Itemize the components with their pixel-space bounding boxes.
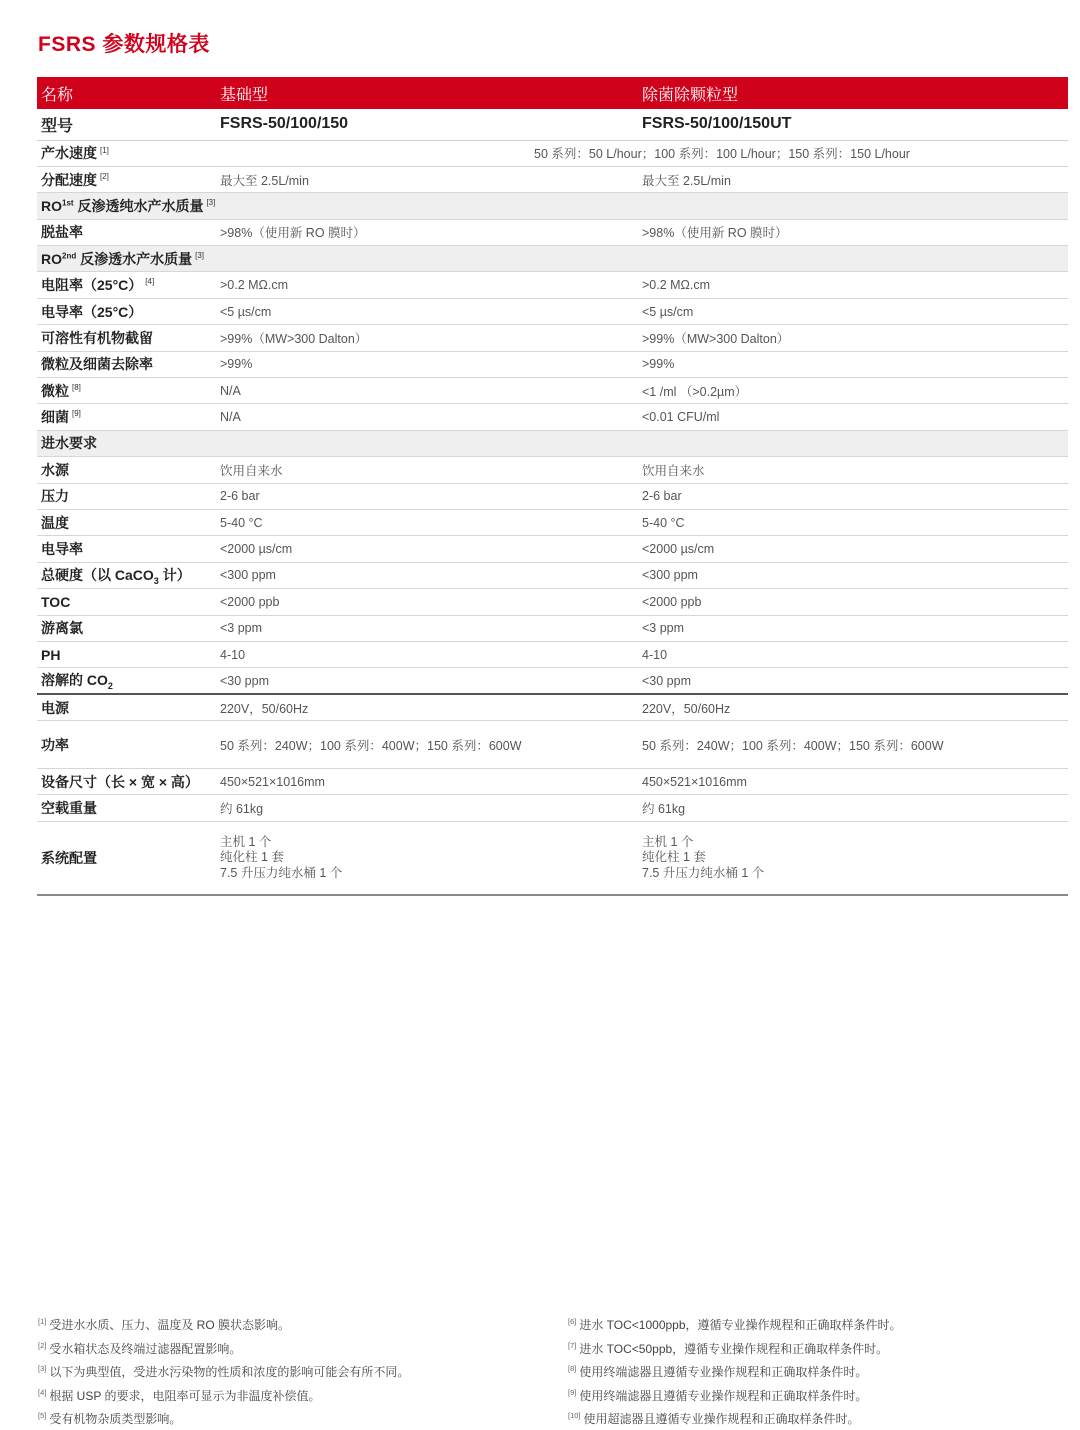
footnote xyxy=(38,1336,409,1360)
table-row xyxy=(37,694,1068,720)
row-value-basic xyxy=(216,193,638,219)
footnote-ref: [4] xyxy=(38,1387,47,1397)
row-label-text: 电源 xyxy=(41,699,69,716)
row-value-ut: 220V，50/60Hz xyxy=(638,694,1068,720)
footnote-ref: [1] xyxy=(38,1317,47,1326)
footnote-text: 使用超滤器且遵循专业操作规程和正确取样条件时。 xyxy=(583,1412,860,1426)
row-label-post: 反渗透水产水质量 xyxy=(76,250,193,267)
config-line: 主机 1 个 xyxy=(220,834,272,849)
footnote xyxy=(568,1406,902,1430)
table-row xyxy=(37,193,1068,219)
row-value-ut: <300 ppm xyxy=(638,562,1068,588)
table-row xyxy=(37,589,1068,615)
row-label xyxy=(37,219,216,245)
table-row xyxy=(37,140,1068,166)
row-label xyxy=(37,483,216,509)
table-row xyxy=(37,325,1068,351)
row-value-basic: >0.2 MΩ.cm xyxy=(216,272,638,298)
row-value-basic: >99%（MW>300 Dalton） xyxy=(216,325,638,351)
footnote xyxy=(568,1336,902,1360)
footnote-ref: [7] xyxy=(568,1340,577,1350)
row-value-ut: 约 61kg xyxy=(638,795,1068,821)
row-label xyxy=(37,641,216,667)
model-row xyxy=(37,109,1068,140)
row-label-post: 计） xyxy=(158,567,191,584)
table-row xyxy=(37,562,1068,588)
row-label xyxy=(37,404,216,430)
row-value-basic xyxy=(216,430,638,456)
row-value-basic: 5-40 °C xyxy=(216,509,638,535)
row-label xyxy=(37,536,216,562)
row-value-basic: <3 ppm xyxy=(216,615,638,641)
footnote-ref: [9] xyxy=(72,409,81,419)
footnote-ref: [4] xyxy=(145,277,155,287)
table-row xyxy=(37,272,1068,298)
table-row xyxy=(37,668,1068,694)
table-row xyxy=(37,483,1068,509)
table-row xyxy=(37,351,1068,377)
row-label xyxy=(37,325,216,351)
row-value-ut xyxy=(638,430,1068,456)
footnote-ref: [6] xyxy=(568,1317,577,1326)
footnote-ref: [8] xyxy=(72,383,81,393)
row-value-ut: 450×521×1016mm xyxy=(638,769,1068,795)
header-ut: 除菌除颗粒型 xyxy=(642,86,739,104)
footnote-ref: [10] xyxy=(568,1411,581,1420)
footnote-text: 受有机物杂质类型影响。 xyxy=(49,1412,182,1426)
header-name: 名称 xyxy=(41,86,74,104)
footnote-text: 受水箱状态及终端过滤器配置影响。 xyxy=(49,1341,242,1356)
row-value-basic: 4-10 xyxy=(216,641,638,667)
table-row xyxy=(37,769,1068,795)
footnote-ref: [3] xyxy=(38,1364,47,1373)
footnote-ref: [9] xyxy=(568,1387,577,1397)
config-line: 主机 1 个 xyxy=(642,834,694,849)
row-label-pre: RO xyxy=(41,197,62,214)
footnotes-right xyxy=(568,1312,902,1430)
row-label-sub: 3 xyxy=(153,575,159,586)
row-value-ut: >99%（MW>300 Dalton） xyxy=(638,325,1068,351)
table-row xyxy=(37,641,1068,667)
row-value-basic: N/A xyxy=(216,378,638,404)
table-row xyxy=(37,298,1068,324)
row-label xyxy=(37,562,216,588)
row-value-basic: 220V，50/60Hz xyxy=(216,694,638,720)
table-row xyxy=(37,821,1068,895)
row-value-ut: 2-6 bar xyxy=(638,483,1068,509)
table-row xyxy=(37,378,1068,404)
footnote-ref: [2] xyxy=(100,171,109,181)
model-ut: FSRS-50/100/150UT xyxy=(638,109,1068,140)
row-label-text: TOC xyxy=(41,593,71,610)
table-row xyxy=(37,246,1068,272)
table-row xyxy=(37,219,1068,245)
row-value-ut: >0.2 MΩ.cm xyxy=(638,272,1068,298)
row-value-basic xyxy=(216,246,638,272)
footnote xyxy=(38,1312,409,1336)
row-value-ut: <5 µs/cm xyxy=(638,298,1068,324)
model-basic: FSRS-50/100/150 xyxy=(216,109,638,140)
row-label xyxy=(37,668,216,694)
footnote-ref: [2] xyxy=(38,1340,47,1350)
row-value-ut: <0.01 CFU/ml xyxy=(638,404,1068,430)
row-value-basic: >98%（使用新 RO 膜时） xyxy=(216,219,638,245)
row-value-ut: >98%（使用新 RO 膜时） xyxy=(638,219,1068,245)
row-label-text: 温度 xyxy=(41,514,69,531)
row-value-basic: <5 µs/cm xyxy=(216,298,638,324)
config-line: 纯化柱 1 套 xyxy=(642,850,706,865)
row-label xyxy=(37,821,216,895)
row-label-text: 进水要求 xyxy=(41,435,97,452)
row-value-ut: <2000 µs/cm xyxy=(638,536,1068,562)
table-row xyxy=(37,536,1068,562)
row-label-text: 压力 xyxy=(41,488,69,505)
config-line: 7.5 升压力纯水桶 1 个 xyxy=(642,865,765,880)
table-row xyxy=(37,404,1068,430)
table-row xyxy=(37,795,1068,821)
row-value-ut: >99% xyxy=(638,351,1068,377)
row-value-basic: 饮用自来水 xyxy=(216,457,638,483)
row-value-ut: <30 ppm xyxy=(638,668,1068,694)
footnote-text: 进水 TOC<50ppb，遵循专业操作规程和正确取样条件时。 xyxy=(579,1341,889,1356)
footnote xyxy=(568,1359,902,1383)
footnote-ref: [3] xyxy=(206,198,216,208)
table-row xyxy=(37,615,1068,641)
row-label-text: 功率 xyxy=(41,736,69,753)
header-basic: 基础型 xyxy=(220,86,269,104)
row-label-text: 电导率 xyxy=(41,541,83,558)
config-line: 纯化柱 1 套 xyxy=(220,850,284,865)
footnote xyxy=(568,1383,902,1407)
row-value-basic: 450×521×1016mm xyxy=(216,769,638,795)
row-value-ut: 4-10 xyxy=(638,641,1068,667)
footnote-text: 使用终端滤器且遵循专业操作规程和正确取样条件时。 xyxy=(579,1365,868,1379)
row-label xyxy=(37,193,216,219)
row-label-text: 水源 xyxy=(41,461,69,478)
row-label xyxy=(37,378,216,404)
row-value-ut: <3 ppm xyxy=(638,615,1068,641)
row-label-pre: 溶解的 CO xyxy=(41,672,108,689)
page-title: FSRS 参数规格表 xyxy=(38,33,210,56)
row-label-pre: 总硬度（以 CaCO xyxy=(41,567,154,584)
row-label xyxy=(37,166,216,192)
row-value-basic: >99% xyxy=(216,351,638,377)
table-row xyxy=(37,457,1068,483)
row-label xyxy=(37,298,216,324)
row-value-basic: N/A xyxy=(216,404,638,430)
row-label-text: 微粒 xyxy=(41,382,69,399)
row-value-ut: 饮用自来水 xyxy=(638,457,1068,483)
row-value-basic: <300 ppm xyxy=(216,562,638,588)
row-label-text: PH xyxy=(41,646,61,663)
table-row xyxy=(37,430,1068,456)
row-label-text: 电导率（25°C） xyxy=(41,303,143,320)
table-header-row xyxy=(37,77,1068,109)
row-label-text: 空载重量 xyxy=(41,800,97,817)
spec-table xyxy=(37,77,1068,896)
row-label-text: 电阻率（25°C） xyxy=(41,277,143,294)
row-label xyxy=(37,457,216,483)
row-value-basic: 50 系列：240W；100 系列：400W；150 系列：600W xyxy=(216,721,638,769)
row-label-text: 设备尺寸（长 × 宽 × 高） xyxy=(41,773,199,790)
footnote-ref: [8] xyxy=(568,1364,577,1373)
footnote xyxy=(38,1383,409,1407)
row-label-text: 脱盐率 xyxy=(41,224,83,241)
row-value-ut xyxy=(638,246,1068,272)
footnotes-left xyxy=(38,1312,409,1430)
row-label xyxy=(37,721,216,769)
row-label xyxy=(37,140,216,166)
row-label xyxy=(37,246,216,272)
row-label xyxy=(37,351,216,377)
config-line: 7.5 升压力纯水桶 1 个 xyxy=(220,865,343,880)
row-label-sub: 2 xyxy=(107,681,113,692)
row-value-ut: <2000 ppb xyxy=(638,589,1068,615)
row-value-basic: <2000 ppb xyxy=(216,589,638,615)
footnote-text: 受进水水质、压力、温度及 RO 膜状态影响。 xyxy=(49,1318,291,1332)
row-value-basic: 2-6 bar xyxy=(216,483,638,509)
row-value-span: 50 系列：50 L/hour；100 系列：100 L/hour；150 系列：150 L/hour xyxy=(216,140,1068,166)
row-label xyxy=(37,272,216,298)
row-value-ut: 最大至 2.5L/min xyxy=(638,166,1068,192)
row-value-basic: <30 ppm xyxy=(216,668,638,694)
row-value-ut: 5-40 °C xyxy=(638,509,1068,535)
row-value-basic: 约 61kg xyxy=(216,795,638,821)
row-value-ut xyxy=(638,193,1068,219)
row-label-pre: RO xyxy=(41,250,62,267)
table-row xyxy=(37,721,1068,769)
row-label-text: 游离氯 xyxy=(41,620,83,637)
row-value-basic: <2000 µs/cm xyxy=(216,536,638,562)
row-label xyxy=(37,509,216,535)
footnote-text: 使用终端滤器且遵循专业操作规程和正确取样条件时。 xyxy=(579,1388,868,1403)
row-label-text: 可溶性有机物截留 xyxy=(41,329,153,346)
table-row xyxy=(37,509,1068,535)
row-value-ut xyxy=(638,821,1068,895)
row-label xyxy=(37,430,216,456)
footnote-ref: [1] xyxy=(100,145,109,155)
row-label-post: 反渗透纯水产水质量 xyxy=(73,197,204,214)
model-label: 型号 xyxy=(37,109,216,140)
footnote xyxy=(38,1359,409,1383)
footnote xyxy=(568,1312,902,1336)
row-label xyxy=(37,589,216,615)
row-label xyxy=(37,615,216,641)
footnote-ref: [5] xyxy=(38,1411,47,1420)
row-label-sup: 2nd xyxy=(62,251,77,261)
footnote-ref: [3] xyxy=(195,251,205,261)
footnote-text: 进水 TOC<1000ppb，遵循专业操作规程和正确取样条件时。 xyxy=(579,1318,902,1332)
footnote-text: 根据 USP 的要求，电阻率可显示为非温度补偿值。 xyxy=(49,1388,321,1403)
row-label-sup: 1st xyxy=(62,198,74,208)
row-value-basic: 最大至 2.5L/min xyxy=(216,166,638,192)
row-label-text: 微粒及细菌去除率 xyxy=(41,356,153,373)
row-label xyxy=(37,694,216,720)
footnote xyxy=(38,1406,409,1430)
table-row xyxy=(37,166,1068,192)
row-value-ut: <1 /ml （>0.2µm） xyxy=(638,378,1068,404)
row-label xyxy=(37,769,216,795)
row-value-ut: 50 系列：240W；100 系列：400W；150 系列：600W xyxy=(638,721,1068,769)
row-value-basic xyxy=(216,821,638,895)
row-label-text: 细菌 xyxy=(41,409,69,426)
row-label-text: 分配速度 xyxy=(41,171,97,188)
footnote-text: 以下为典型值，受进水污染物的性质和浓度的影响可能会有所不同。 xyxy=(49,1365,410,1379)
row-label-text: 系统配置 xyxy=(41,850,97,867)
row-label xyxy=(37,795,216,821)
row-label-text: 产水速度 xyxy=(41,145,97,162)
